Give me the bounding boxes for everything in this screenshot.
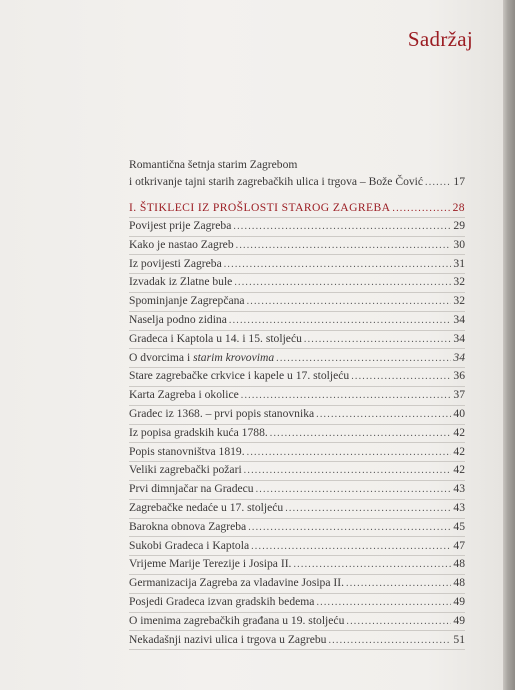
leader-dots bbox=[236, 240, 452, 251]
toc-entry bbox=[129, 219, 465, 235]
leader-dots bbox=[233, 221, 451, 232]
toc-entry bbox=[129, 539, 465, 555]
section-heading bbox=[129, 201, 465, 217]
entry-label: Naselja podno zidina bbox=[129, 313, 227, 326]
entry-label: Germanizacija Zagreba za vladavine Josipa II. bbox=[129, 576, 345, 590]
leader-dots bbox=[276, 353, 451, 364]
leader-dots bbox=[351, 371, 451, 382]
entry-label: Kako je nastao Zagreb bbox=[129, 237, 234, 251]
row-divider bbox=[129, 499, 465, 500]
entry-label: Gradeca i Kaptola u 14. i 15. stoljeću bbox=[129, 331, 302, 345]
leader-dots bbox=[316, 409, 451, 420]
row-divider bbox=[129, 442, 465, 443]
leader-dots bbox=[270, 428, 452, 439]
leader-dots bbox=[304, 334, 452, 345]
toc-entry bbox=[129, 332, 465, 348]
toc-entry bbox=[129, 407, 465, 423]
toc-entry bbox=[129, 369, 465, 385]
row-divider bbox=[129, 480, 465, 481]
intro-line-2 bbox=[129, 173, 465, 189]
toc-entry bbox=[129, 501, 465, 517]
leader-dots bbox=[251, 541, 451, 552]
page-title: Sadržaj bbox=[407, 27, 473, 51]
entry-label: Stare zagrebačke crkvice i kapele u 17. stoljeću bbox=[129, 369, 350, 383]
page-edge bbox=[503, 0, 515, 690]
toc-entry bbox=[129, 238, 465, 254]
entry-label: Nekadašnji nazivi ulica i trgova u Zagrebu bbox=[129, 632, 327, 646]
intro-line-1: Romantična šetnja starim Zagrebom bbox=[129, 158, 298, 171]
page-number: 47 bbox=[453, 538, 465, 552]
page-number: 48 bbox=[453, 576, 465, 590]
page-number: 45 bbox=[453, 519, 465, 533]
row-divider bbox=[129, 311, 465, 312]
leader-dots bbox=[316, 597, 451, 608]
page-number: 51 bbox=[453, 632, 465, 646]
toc-entry bbox=[129, 275, 465, 291]
row-divider bbox=[129, 555, 465, 556]
row-divider bbox=[129, 536, 465, 537]
row-divider bbox=[129, 254, 465, 255]
toc-entry bbox=[129, 388, 465, 404]
page-number: 42 bbox=[453, 463, 465, 477]
leader-dots bbox=[392, 203, 450, 214]
page-number: 49 bbox=[453, 595, 465, 608]
row-divider bbox=[129, 348, 465, 349]
row-divider bbox=[129, 386, 465, 387]
page-number: 43 bbox=[453, 482, 465, 496]
page-number: 48 bbox=[453, 557, 465, 571]
page-number: 32 bbox=[453, 275, 465, 289]
entry-label: Veliki zagrebački požari bbox=[129, 463, 242, 477]
leader-dots bbox=[241, 390, 452, 401]
page-number: 17 bbox=[453, 175, 465, 188]
entry-label: Karta Zagreba i okolice bbox=[129, 388, 239, 402]
row-divider bbox=[129, 630, 465, 631]
entry-label: Prvi dimnjačar na Gradecu bbox=[129, 482, 254, 496]
page-number: 28 bbox=[452, 201, 465, 214]
row-divider bbox=[129, 612, 465, 613]
page-number: 32 bbox=[453, 294, 465, 308]
section-label: I. ŠTIKLECI IZ PROŠLOSTI STAROG ZAGREBA bbox=[129, 201, 391, 214]
toc-entry bbox=[129, 351, 465, 367]
leader-dots bbox=[346, 578, 451, 589]
leader-dots bbox=[247, 447, 452, 458]
page-number: 36 bbox=[453, 369, 465, 383]
row-divider bbox=[129, 217, 465, 218]
entry-label: Izvadak iz Zlatne bule bbox=[129, 275, 233, 289]
leader-dots bbox=[234, 277, 451, 288]
entry-label: Posjedi Gradeca izvan gradskih bedema bbox=[129, 595, 315, 608]
toc-entry bbox=[129, 426, 465, 442]
page-number: 34 bbox=[453, 313, 465, 326]
leader-dots bbox=[224, 259, 452, 270]
entry-label: Gradec iz 1368. – prvi popis stanovnika bbox=[129, 407, 315, 420]
entry-label: Popis stanovništva 1819. bbox=[129, 444, 245, 458]
page-number: 30 bbox=[453, 237, 465, 251]
toc-entry bbox=[129, 445, 465, 461]
toc-entry bbox=[129, 257, 465, 273]
entry-label: Zagrebačke nedaće u 17. stoljeću bbox=[129, 501, 284, 514]
row-divider bbox=[129, 405, 465, 406]
page-number: 34 bbox=[453, 331, 465, 345]
row-divider bbox=[129, 649, 465, 650]
toc-entry bbox=[129, 520, 465, 536]
page-number: 37 bbox=[453, 388, 465, 402]
toc-entry bbox=[129, 576, 465, 592]
entry-label: Spominjanje Zagrepčana bbox=[129, 294, 245, 308]
page-number: 42 bbox=[453, 444, 465, 458]
row-divider bbox=[129, 574, 465, 575]
page-number: 40 bbox=[453, 407, 465, 420]
toc-entry bbox=[129, 614, 465, 630]
leader-dots bbox=[285, 503, 451, 514]
row-divider bbox=[129, 518, 465, 519]
leader-dots bbox=[293, 559, 451, 570]
leader-dots bbox=[328, 635, 451, 646]
leader-dots bbox=[244, 465, 452, 476]
page-number: 34 bbox=[453, 350, 465, 364]
leader-dots bbox=[229, 315, 452, 326]
page-number: 29 bbox=[453, 219, 465, 232]
entry-label: Povijest prije Zagreba bbox=[129, 219, 232, 232]
row-divider bbox=[129, 593, 465, 594]
row-divider bbox=[129, 367, 465, 368]
page-number: 31 bbox=[453, 256, 465, 270]
page-number: 43 bbox=[453, 501, 465, 514]
page-number: 49 bbox=[453, 613, 465, 627]
row-divider bbox=[129, 273, 465, 274]
page-number: 42 bbox=[453, 425, 465, 439]
row-divider bbox=[129, 236, 465, 237]
toc-entry bbox=[129, 294, 465, 310]
leader-dots bbox=[425, 174, 451, 191]
entry-label-part: O dvorcima i bbox=[129, 350, 194, 364]
leader-dots bbox=[247, 296, 452, 307]
row-divider bbox=[129, 292, 465, 293]
toc-entry bbox=[129, 463, 465, 479]
leader-dots bbox=[248, 522, 451, 533]
row-divider bbox=[129, 461, 465, 462]
toc-entry bbox=[129, 633, 465, 649]
leader-dots bbox=[346, 616, 451, 627]
row-divider bbox=[129, 330, 465, 331]
entry-label: O imenima zagrebačkih građana u 19. stoljeću bbox=[129, 613, 345, 627]
intro-entry bbox=[129, 156, 465, 189]
leader-dots bbox=[256, 484, 452, 495]
toc-entry bbox=[129, 595, 465, 611]
entry-label: Vrijeme Marije Terezije i Josipa II. bbox=[129, 557, 292, 571]
entry-label bbox=[129, 351, 274, 364]
entry-label: Iz popisa gradskih kuća 1788. bbox=[129, 425, 268, 439]
entry-label: Iz povijesti Zagreba bbox=[129, 256, 222, 270]
toc-entry bbox=[129, 482, 465, 498]
intro-label: i otkrivanje tajni starih zagrebačkih ulica i trgova – Bože Čović bbox=[129, 175, 424, 188]
entry-label-italic: starim krovovima bbox=[193, 350, 275, 364]
toc-entry bbox=[129, 557, 465, 573]
row-divider bbox=[129, 424, 465, 425]
toc-entry bbox=[129, 313, 465, 329]
entry-label: Barokna obnova Zagreba bbox=[129, 519, 247, 533]
entry-label: Sukobi Gradeca i Kaptola bbox=[129, 538, 250, 552]
